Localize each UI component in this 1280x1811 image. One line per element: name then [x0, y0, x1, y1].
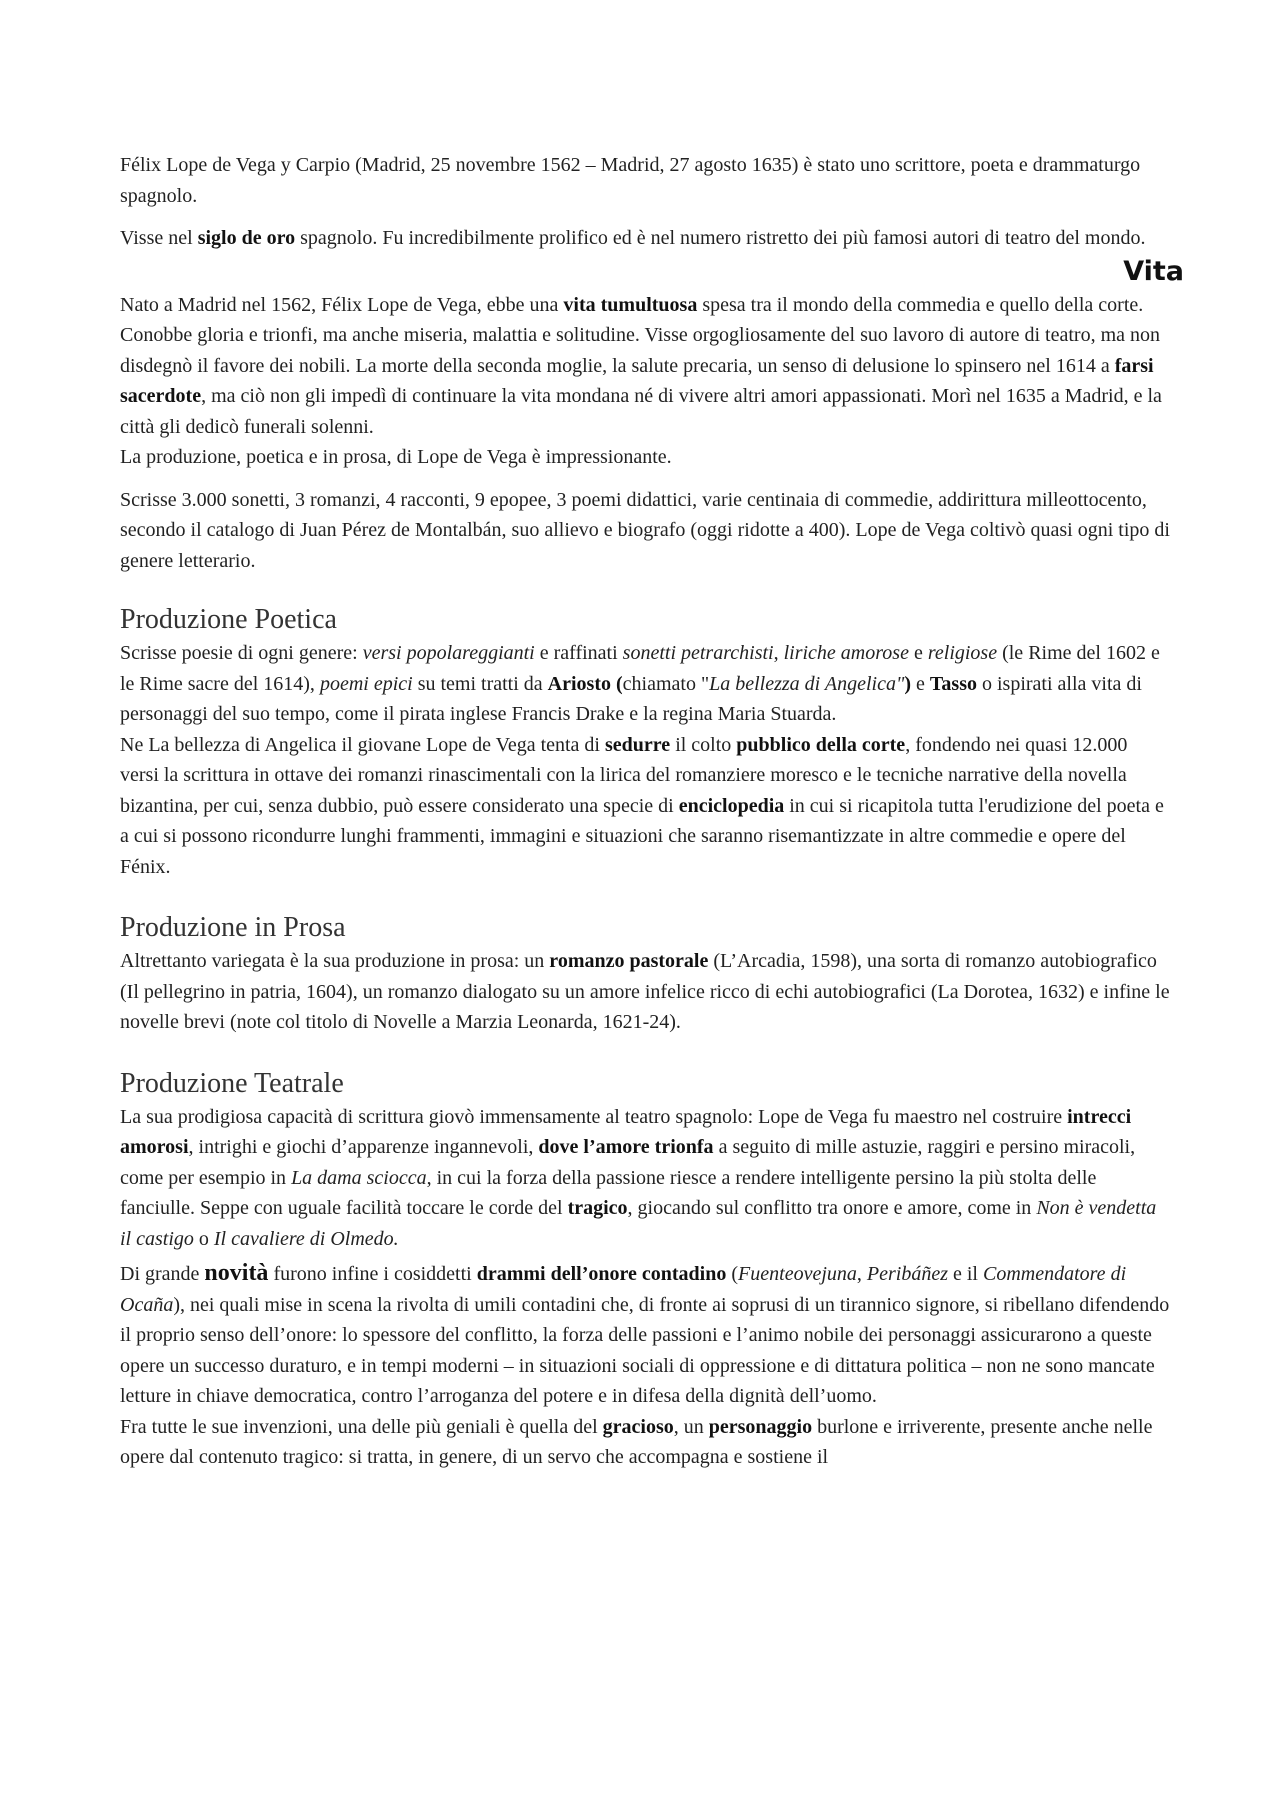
- prosa-heading: Produzione in Prosa: [120, 912, 346, 943]
- teatrale-paragraph-1: La sua prodigiosa capacità di scrittura giovò immensamente al teatro spagnolo: Lope de Vega fu maestro nel costruire intrecci amorosi, intrighi e giochi d’apparenze ingannevoli, dove l’amore trionfa a seguito di mille astuzie, raggiri e persino miracoli, come per esempio in La dama sciocca, in cui la forza della passione riesce a rendere intelligente persino la più stolta delle fanciulle. Seppe con uguale facilità toccare le corde del tragico, giocando sul conflitto tra onore e amore, come in Non è vendetta il castigo o Il cavaliere di Olmedo.: [120, 1105, 1157, 1250]
- works-count-paragraph: Scrisse 3.000 sonetti, 3 romanzi, 4 racconti, 9 epopee, 3 poemi didattici, varie centinaia di commedie, addirittura milleottocento, secondo il catalogo di Juan Pérez de Montalbán, suo allievo e biografo (oggi ridotte a 400). Lope de Vega coltivò quasi ogni tipo di genere letterario.: [120, 488, 1170, 572]
- angelica-paragraph: Ne La bellezza di Angelica il giovane Lope de Vega tenta di sedurre il colto pubblico della corte, fondendo nei quasi 12.000 versi la scrittura in ottave dei romanzi rinascimentali con la lirica del romanziere moresco e le tecniche narrative della novella bizantina, per cui, senza dubbio, può essere considerato una specie di enciclopedia in cui si ricapitola tutta l'erudizione del poeta e a cui si possono ricondurre lunghi frammenti, immagini e situazioni che saranno risemantizzate in altre commedie e opere del Fénix.: [120, 733, 1164, 878]
- siglo-paragraph: Visse nel siglo de oro spagnolo. Fu incredibilmente prolifico ed è nel numero ristretto dei più famosi autori di teatro del mondo.: [120, 227, 1146, 249]
- intro-paragraph: Félix Lope de Vega y Carpio (Madrid, 25 novembre 1562 – Madrid, 27 agosto 1635) è stato uno scrittore, poeta e drammaturgo spagnolo.: [120, 154, 1141, 207]
- vita-paragraph: Nato a Madrid nel 1562, Félix Lope de Vega, ebbe una vita tumultuosa spesa tra il mondo della commedia e quello della corte. Conobbe gloria e trionfi, ma anche miseria, malattia e solitudine. Visse orgogliosamente del suo lavoro di autore di teatro, ma non disdegnò il favore dei nobili. La morte della seconda moglie, la salute precaria, un senso di delusione lo spinsero nel 1614 a farsi sacerdote, ma ciò non gli impedì di continuare la vita mondana né di vivere altri amori appassionati. Morì nel 1635 a Madrid, e la città gli dedicò funerali solenni.: [120, 293, 1162, 438]
- vita-heading: Vita: [1123, 255, 1184, 287]
- production-summary: La produzione, poetica e in prosa, di Lope de Vega è impressionante.: [120, 446, 672, 468]
- document-page: [120, 150, 1184, 1473]
- poetica-heading: Produzione Poetica: [120, 604, 337, 635]
- teatrale-paragraph-2: Di grande novità furono infine i cosiddetti drammi dell’onore contadino (Fuenteovejuna, Peribáñez e il Commendatore di Ocaña), nei quali mise in scena la rivolta di umili contadini che, di fronte ai soprusi di un tirannico signore, si ribellano difendendo il proprio senso dell’onore: lo spessore del conflitto, la forza delle passioni e l’animo nobile dei personaggi assicurarono a queste opere un successo duraturo, e in tempi moderni – in situazioni sociali di oppressione e di dittatura politica – non ne sono mancate letture in chiave democratica, contro l’arroganza del potere e in difesa della dignità dell’uomo.: [120, 1260, 1170, 1407]
- poetica-paragraph: Scrisse poesie di ogni genere: versi popolareggianti e raffinati sonetti petrarchisti, liriche amorose e religiose (le Rime del 1602 e le Rime sacre del 1614), poemi epici su temi tratti da Ariosto (chiamato "La bellezza di Angelica") e Tasso o ispirati alla vita di personaggi del suo tempo, come il pirata inglese Francis Drake e la regina Maria Stuarda.: [120, 642, 1160, 725]
- teatrale-paragraph-3: Fra tutte le sue invenzioni, una delle più geniali è quella del gracioso, un personaggio burlone e irriverente, presente anche nelle opere dal contenuto tragico: si tratta, in genere, di un servo che accompagna e sostiene il: [120, 1415, 1153, 1468]
- teatrale-heading: Produzione Teatrale: [120, 1067, 344, 1099]
- prosa-paragraph: Altrettanto variegata è la sua produzione in prosa: un romanzo pastorale (L’Arcadia, 1598), una sorta di romanzo autobiografico (Il pellegrino in patria, 1604), un romanzo dialogato su un amore infelice ricco di echi autobiografici (La Dorotea, 1632) e infine le novelle brevi (note col titolo di Novelle a Marzia Leonarda, 1621-24).: [120, 950, 1170, 1033]
